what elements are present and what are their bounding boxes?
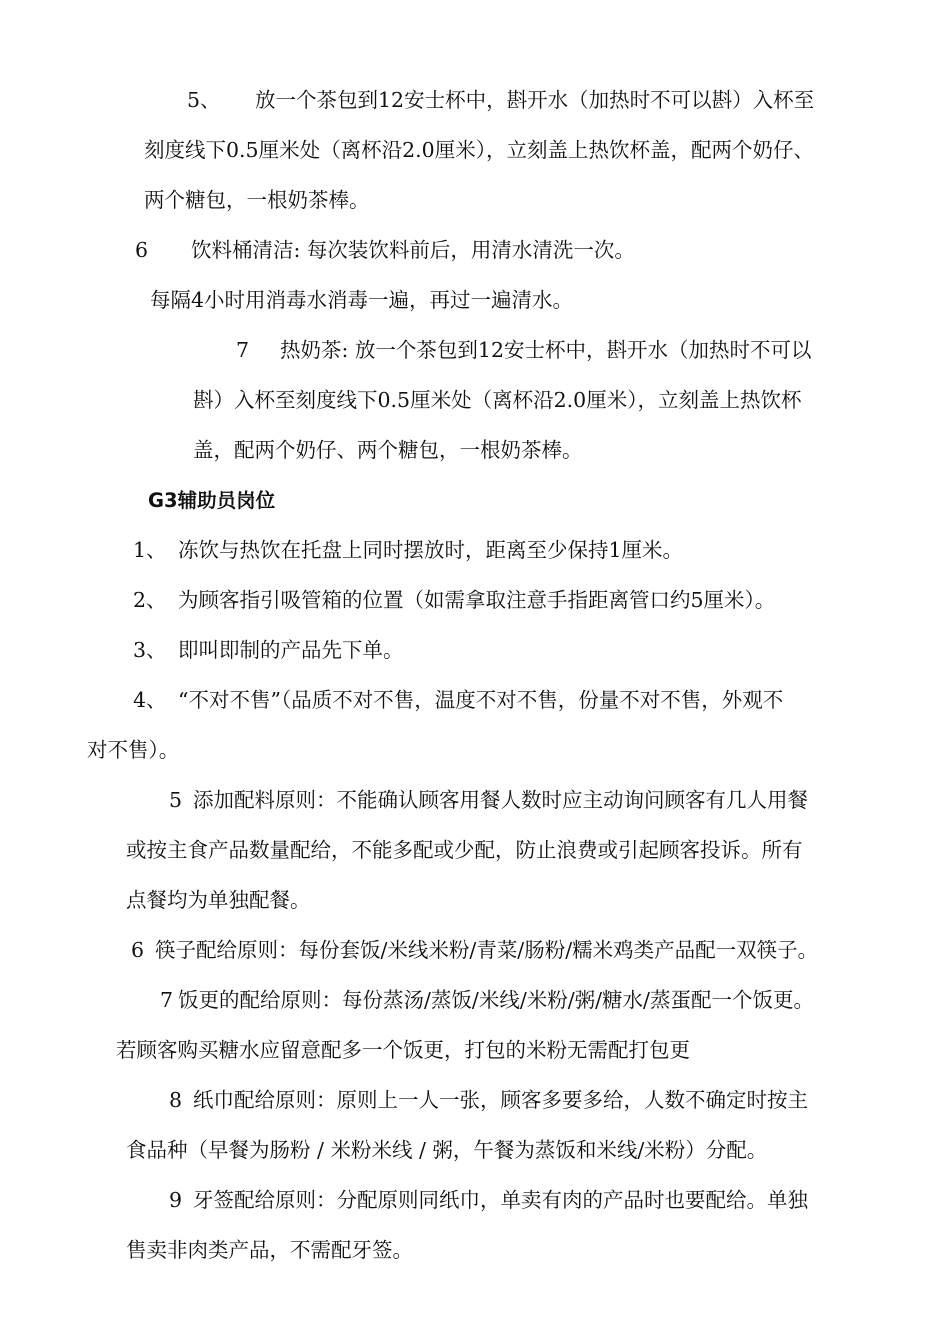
g3-item-8-line-1 xyxy=(169,1085,808,1115)
item-7-line-1 xyxy=(236,335,812,365)
g3-item-5-line-3: 点餐均为单独配餐。 xyxy=(126,888,311,912)
g3-item-2 xyxy=(133,585,776,615)
g3-item-2-number: 2、 xyxy=(133,588,167,612)
g3-item-5-line-1 xyxy=(169,785,808,815)
item-7-line-2: 斟）入杯至刻度线下0.5厘米处（离杯沿2.0厘米），立刻盖上热饮杯 xyxy=(193,388,802,412)
g3-item-7-line-2: 若顾客购买糖水应留意配多一个饭更，打包的米粉无需配打包更 xyxy=(116,1038,690,1062)
g3-item-6-number: 6 xyxy=(131,938,145,962)
g3-item-8-number: 8 xyxy=(169,1088,183,1112)
section-heading-g3: G3辅助员岗位 xyxy=(148,489,276,512)
g3-item-3-text: 即叫即制的产品先下单。 xyxy=(178,638,404,662)
g3-item-5-line-2: 或按主食产品数量配给，不能多配或少配，防止浪费或引起顾客投诉。所有 xyxy=(126,838,803,862)
g3-item-4-line-1 xyxy=(133,685,784,715)
g3-item-6 xyxy=(131,935,819,965)
g3-item-1-number: 1、 xyxy=(133,538,167,562)
g3-item-3 xyxy=(133,635,404,665)
g3-item-3-number: 3、 xyxy=(133,638,167,662)
g3-item-2-text: 为顾客指引吸管箱的位置（如需拿取注意手指距离管口约5厘米）。 xyxy=(178,588,776,612)
item-6-line-1 xyxy=(135,235,635,265)
g3-item-6-text: 筷子配给原则：每份套饭/米线米粉/青菜/肠粉/糯米鸡类产品配一双筷子。 xyxy=(155,938,819,962)
item-7-number: 7 xyxy=(236,338,250,362)
g3-item-9-line-2: 售卖非肉类产品，不需配牙签。 xyxy=(126,1238,413,1262)
item-6-text: 饮料桶清洁: 每次装饮料前后，用清水清洗一次。 xyxy=(191,238,635,262)
g3-item-4-line-2: 对不售）。 xyxy=(87,738,180,762)
g3-item-5-text: 添加配料原则：不能确认顾客用餐人数时应主动询问顾客有几人用餐 xyxy=(193,788,808,812)
g3-item-8-text: 纸巾配给原则：原则上一人一张，顾客多要多给，人数不确定时按主 xyxy=(193,1088,808,1112)
item-6-line-2: 每隔4小时用消毒水消毒一遍，再过一遍清水。 xyxy=(150,288,574,312)
item-5-line-2: 刻度线下0.5厘米处（离杯沿2.0厘米），立刻盖上热饮杯盖，配两个奶仔、 xyxy=(144,138,814,162)
item-5-line-1 xyxy=(187,85,815,115)
item-7-text: 热奶茶: 放一个茶包到12安士杯中，斟开水（加热时不可以 xyxy=(280,338,812,362)
g3-item-4-text: “不对不售”（品质不对不售，温度不对不售，份量不对不售，外观不 xyxy=(178,688,784,712)
g3-item-7-number: 7 xyxy=(160,988,174,1012)
g3-item-9-text: 牙签配给原则：分配原则同纸巾，单卖有肉的产品时也要配给。单独 xyxy=(193,1188,808,1212)
item-7-line-3: 盖，配两个奶仔、两个糖包，一根奶茶棒。 xyxy=(193,438,583,462)
item-5-line-3: 两个糖包，一根奶茶棒。 xyxy=(144,188,370,212)
item-5-text: 放一个茶包到12安士杯中，斟开水（加热时不可以斟）入杯至 xyxy=(255,88,815,112)
g3-item-9-line-1 xyxy=(169,1185,808,1215)
g3-item-1 xyxy=(133,535,684,565)
g3-item-8-line-2: 食品种（早餐为肠粉 / 米粉米线 / 粥，午餐为蒸饭和米线/米粉）分配。 xyxy=(126,1138,768,1162)
item-6-number: 6 xyxy=(135,238,149,262)
g3-item-7-line-1 xyxy=(160,985,814,1015)
item-5-number: 5、 xyxy=(187,88,221,112)
g3-item-5-number: 5 xyxy=(169,788,183,812)
g3-item-7-text: 饭更的配给原则：每份蒸汤/蒸饭/米线/米粉/粥/糖水/蒸蛋配一个饭更。 xyxy=(178,988,814,1012)
g3-item-1-text: 冻饮与热饮在托盘上同时摆放时，距离至少保持1厘米。 xyxy=(178,538,684,562)
g3-item-9-number: 9 xyxy=(169,1188,183,1212)
g3-item-4-number: 4、 xyxy=(133,688,167,712)
